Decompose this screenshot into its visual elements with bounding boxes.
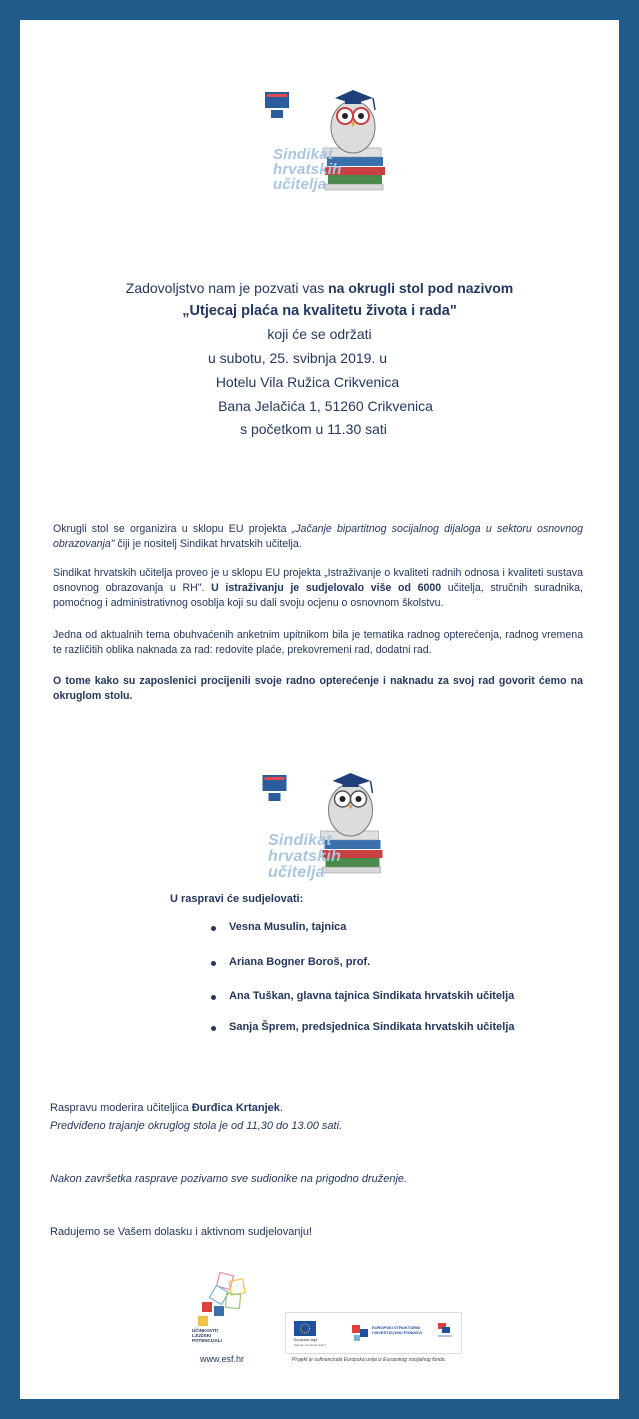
p2-b: U istraživanju je sudjelovalo više od 6000 (211, 582, 442, 594)
logo-text-line2: hrvatskih (273, 161, 342, 178)
event-title: „Utjecaj plaća na kvalitetu života i rada" (182, 303, 457, 319)
p1-a: Okrugli stol se organizira u sklopu EU projekta (53, 523, 292, 535)
invitation-page (20, 20, 619, 1399)
footer-caption: Projekt je sufinancirala Europska unija iz Europskog socijalnog fonda. (292, 1357, 446, 1363)
event-date: u subotu, 25. svibnja 2019. u (207, 350, 388, 366)
esif-label-1: EUROPSKI STRUKTURNI (372, 1325, 421, 1330)
eu-flag-icon (294, 1321, 316, 1336)
moderator-name: Đurđica Krtanjek (191, 1102, 280, 1114)
esif-label-2: I INVESTICIJSKI FONDOVI (372, 1330, 423, 1335)
participant-name: Ana Tuškan, glavna tajnica Sindikata hrvatskih učitelja (229, 990, 515, 1002)
paragraph-announcement: O tome kako su zaposlenici procijenili svoje radno opterećenje i naknadu za svoj rad govorit ćemo na okruglom stolu. (53, 675, 583, 702)
paragraph-research (53, 566, 583, 611)
logo-text-line1: Sindikat (268, 832, 332, 849)
bullet-icon (211, 926, 216, 931)
event-venue: Hotelu Vila Ružica Crikvenica (215, 374, 400, 390)
participant-name: Vesna Musulin, tajnica (229, 921, 347, 933)
logo-text-line1: Sindikat (273, 146, 333, 163)
bullet-icon (211, 961, 216, 966)
welcome-line: Radujemo se Vašem dolasku i aktivnom sudjelovanju! (50, 1226, 313, 1238)
eu-funds-banner (285, 1312, 462, 1354)
esf-url: www.esf.hr (200, 1354, 245, 1364)
invitation-line-3: koji će se održati (267, 326, 372, 342)
esf-label-3: POTENCIJALI (192, 1338, 222, 1343)
p2-c: učitelja, stručnih suradnika, pomoćnog i administrativnog osoblja koji su dali svoju ocjenu o osnovnom školstvu. (53, 582, 583, 609)
invitation-line-1 (20, 280, 619, 296)
shu-logo-top (265, 72, 385, 192)
paragraph-project (53, 522, 583, 552)
event-address: Bana Jelačića 1, 51260 Crikvenica (218, 398, 433, 414)
eu-label: Europska unija (294, 1338, 318, 1342)
logo-text-line3: učitelja (268, 864, 325, 881)
eu-sub: Zajedno do fondova EU (294, 1343, 326, 1347)
participant-name: Ariana Bogner Boroš, prof. (229, 956, 371, 968)
p2-a: Sindikat hrvatskih učitelja proveo je u sklopu EU projekta „Istraživanje o kvaliteti radnih odnosa i kvaliteti sustava osnovnog obrazovanja u RH". (53, 567, 583, 594)
moderator-c: . (279, 1102, 283, 1114)
esf-logo (190, 1270, 280, 1370)
esf-label-1: UČINKOVITI (192, 1328, 219, 1333)
shu-logo-middle (260, 755, 380, 881)
social-line: Nakon završetka rasprave pozivamo sve sudionike na prigodno druženje. (50, 1173, 408, 1185)
bullet-icon (211, 1026, 216, 1031)
moderator-line (50, 1102, 283, 1114)
logo-text-line2: hrvatskih (268, 848, 341, 865)
participants-title: U raspravi će sudjelovati: (170, 893, 304, 905)
invitation-line-1-normal: Zadovoljstvo nam je pozvati vas (125, 280, 329, 296)
invitation-line-1-bold: na okrugli stol pod nazivom (328, 280, 514, 296)
event-time: s početkom u 11.30 sati (240, 421, 387, 437)
shu-small-logo-icon (436, 1321, 454, 1343)
p1-project-title: „Jačanje bipartitnog socijalnog dijaloga u sektoru osnovnog obrazovanja" (53, 523, 583, 550)
p1-c: čiji je nositelj Sindikat hrvatskih učitelja. (114, 538, 302, 550)
esf-label-2: LJUDSKI (192, 1333, 212, 1338)
esif-icon (348, 1321, 372, 1345)
bullet-icon (211, 995, 216, 1000)
duration-line: Predviđeno trajanje okruglog stola je od 11,30 do 13.00 sati. (50, 1120, 343, 1132)
logo-text-line3: učitelja (273, 176, 327, 193)
paragraph-topics: Jedna od aktualnih tema obuhvaćenih anketnim upitnikom bila je tematika radnog opterećenja, radnog vremena te različitih oblika naknada za rad: redovite plaće, prekovremeni rad, dodatni rad. (53, 629, 583, 656)
moderator-a: Raspravu moderira učiteljica (50, 1102, 192, 1114)
participant-name: Sanja Šprem, predsjednica Sindikata hrvatskih učitelja (229, 1021, 515, 1033)
